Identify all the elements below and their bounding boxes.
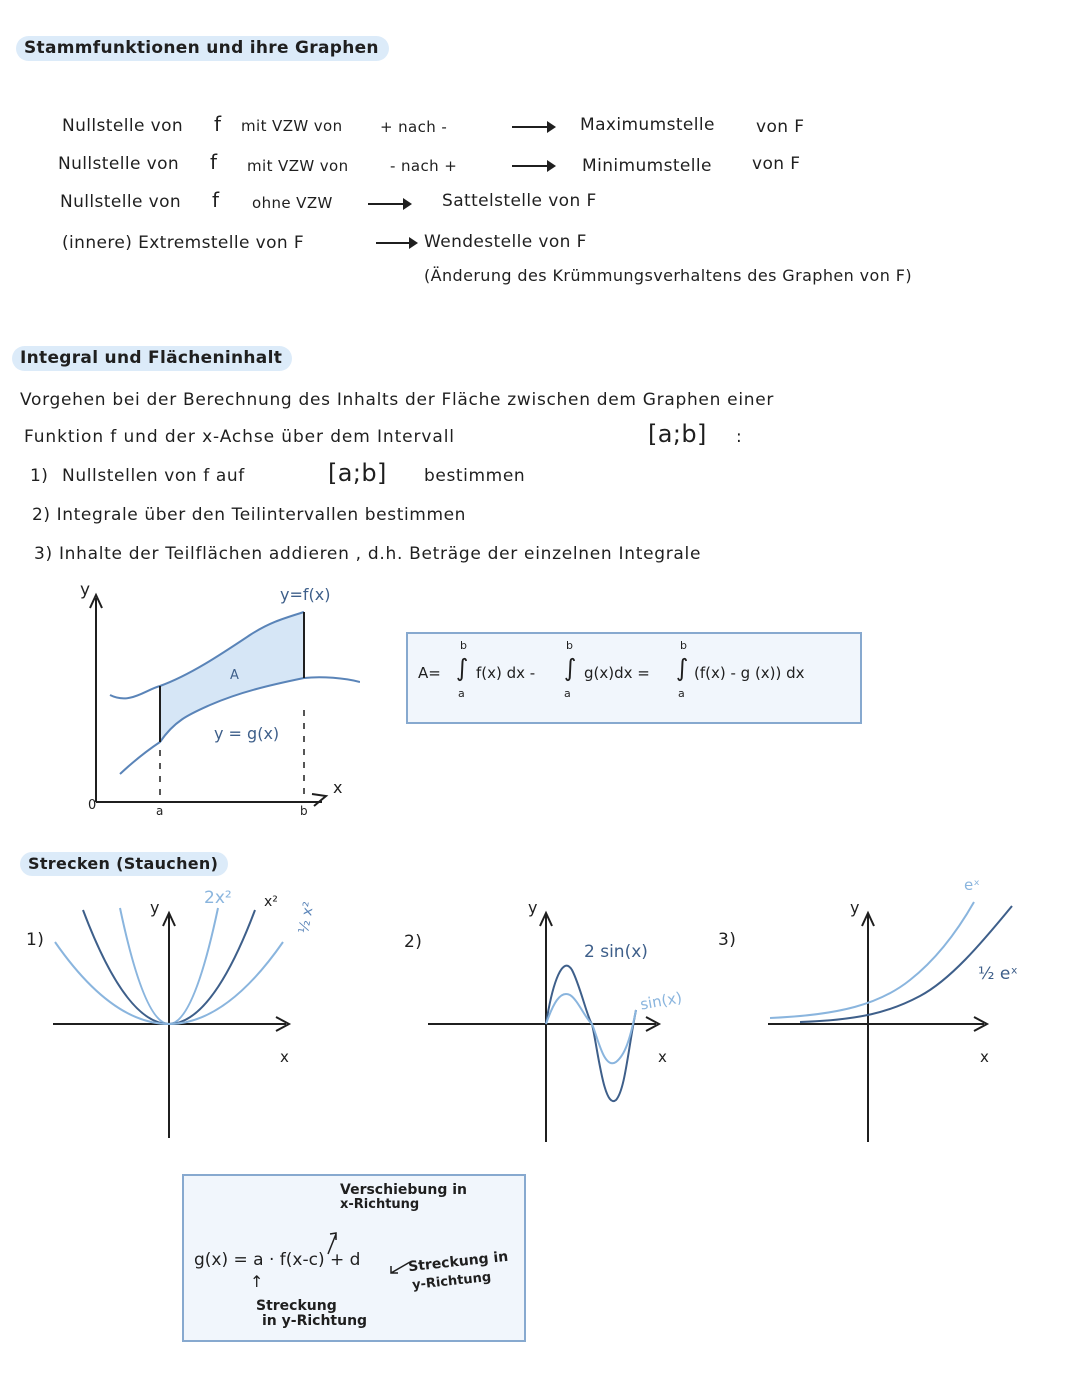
row3-f: f xyxy=(212,188,220,212)
graph1-num: 1) xyxy=(26,930,45,950)
formula-int3: (f(x) - g (x)) dx xyxy=(694,664,805,682)
bottom-note-l2: in y-Richtung xyxy=(262,1313,368,1329)
top-note-l1: Verschiebung in xyxy=(340,1182,467,1198)
section-title-stammfunktionen: Stammfunktionen und ihre Graphen xyxy=(16,36,389,61)
row1-arrow xyxy=(512,126,554,128)
step2-num: 2) xyxy=(32,505,51,525)
row1-tail: von F xyxy=(756,117,805,137)
graph2-x-label: x xyxy=(658,1048,667,1066)
row1-result: Maximumstelle xyxy=(580,115,715,135)
graph2-y-label: y xyxy=(528,898,538,917)
graph1-x-label: x xyxy=(280,1048,289,1066)
label-x2: x² xyxy=(264,894,278,910)
graph1-y-label: y xyxy=(150,898,160,917)
label-2x2: 2x² xyxy=(204,888,232,908)
right-note-l1: Streckung in xyxy=(407,1248,509,1276)
integral-g-label: y = g(x) xyxy=(214,724,280,743)
step1-interval: [a;b] xyxy=(328,459,387,487)
integral-origin: 0 xyxy=(88,798,97,813)
graph3-y-label: y xyxy=(850,898,860,917)
intro-colon: : xyxy=(736,427,743,447)
int2-lower: a xyxy=(564,687,571,700)
bottom-note-l1: Streckung xyxy=(256,1298,337,1314)
integral-x-label: x xyxy=(333,778,343,797)
row2-f: f xyxy=(210,150,218,174)
row2-label: Nullstelle von xyxy=(58,154,180,174)
int2-upper: b xyxy=(566,639,573,652)
row3-label: Nullstelle von xyxy=(60,192,182,212)
int3-upper: b xyxy=(680,639,687,652)
integral-y-label: y xyxy=(80,580,91,600)
int1-lower: a xyxy=(458,687,465,700)
curve-2sin xyxy=(546,966,636,1101)
integral-area-label: A xyxy=(230,668,239,683)
row2-tail: von F xyxy=(752,154,801,174)
integral-graph xyxy=(60,580,360,825)
formula-lhs: A= xyxy=(418,664,441,682)
row2-cond: mit VZW von xyxy=(247,157,349,175)
integral-f-label: y=f(x) xyxy=(280,585,331,604)
int3-lower: a xyxy=(678,687,685,700)
step1-num: 1) xyxy=(30,466,49,486)
formula-int2: g(x)dx = xyxy=(584,664,650,682)
row3-arrow xyxy=(368,203,410,205)
sine-graph xyxy=(420,900,690,1145)
step2-text: Integrale über den Teilintervallen bestimmen xyxy=(56,505,467,525)
exp-graph xyxy=(760,900,1030,1145)
graph3-num: 3) xyxy=(718,930,737,950)
row3-result: Sattelstelle von F xyxy=(442,191,597,211)
row1-f: f xyxy=(214,112,222,136)
step1-text: Nullstellen von f auf xyxy=(62,466,245,486)
top-note-l2: x-Richtung xyxy=(340,1197,420,1212)
transform-box xyxy=(182,1174,526,1342)
step3-text: Inhalte der Teilflächen addieren , d.h. Beträge der einzelnen Integrale xyxy=(58,544,702,564)
row2-arrow xyxy=(512,165,554,167)
integral-sign-1: ∫ xyxy=(456,654,469,682)
label-sin: sin(x) xyxy=(638,988,684,1014)
intro-line2: Funktion f und der x-Achse über dem Intervall xyxy=(24,427,455,447)
label-2sin: 2 sin(x) xyxy=(584,942,648,962)
section-title-integral: Integral und Flächeninhalt xyxy=(12,346,292,371)
row2-result: Minimumstelle xyxy=(582,156,712,176)
formula-int1: f(x) dx - xyxy=(476,664,536,682)
curve-sin xyxy=(546,994,636,1063)
row4-note: (Änderung des Krümmungsverhaltens des Graphen von F) xyxy=(424,266,912,285)
intro-interval: [a;b] xyxy=(648,420,707,448)
row1-label: Nullstelle von xyxy=(62,116,184,136)
int1-upper: b xyxy=(460,639,467,652)
label-half-ex: ½ eˣ xyxy=(978,964,1018,984)
section-title-strecken: Strecken (Stauchen) xyxy=(20,852,228,876)
transform-formula: g(x) = a · f(x-c) + d xyxy=(194,1250,361,1270)
integral-sign-3: ∫ xyxy=(676,654,689,682)
integral-a-label: a xyxy=(156,804,164,818)
row1-signs: + nach - xyxy=(380,118,448,136)
integral-formula-box xyxy=(406,632,862,724)
parabola-graph xyxy=(50,900,300,1140)
step1-text2: bestimmen xyxy=(424,466,526,486)
row1-cond: mit VZW von xyxy=(241,117,343,135)
step2 xyxy=(32,505,466,525)
graph2-num: 2) xyxy=(404,932,423,952)
integral-sign-2: ∫ xyxy=(564,654,577,682)
right-note-l2: y-Richtung xyxy=(411,1269,492,1294)
label-ex: eˣ xyxy=(964,876,980,894)
row4-label: (innere) Extremstelle von F xyxy=(62,233,305,253)
step3 xyxy=(34,544,701,564)
arrow-up-a: ↑ xyxy=(250,1272,264,1291)
row2-signs: - nach + xyxy=(390,157,458,175)
row4-arrow xyxy=(376,242,416,244)
label-half-x2: ½ x² xyxy=(296,900,318,935)
step3-num: 3) xyxy=(34,544,53,564)
row3-cond: ohne VZW xyxy=(252,194,333,212)
integral-b-label: b xyxy=(300,804,308,818)
intro-line1: Vorgehen bei der Berechnung des Inhalts der Fläche zwischen dem Graphen einer xyxy=(20,390,775,410)
graph3-x-label: x xyxy=(980,1048,989,1066)
row4-result: Wendestelle von F xyxy=(424,232,587,252)
